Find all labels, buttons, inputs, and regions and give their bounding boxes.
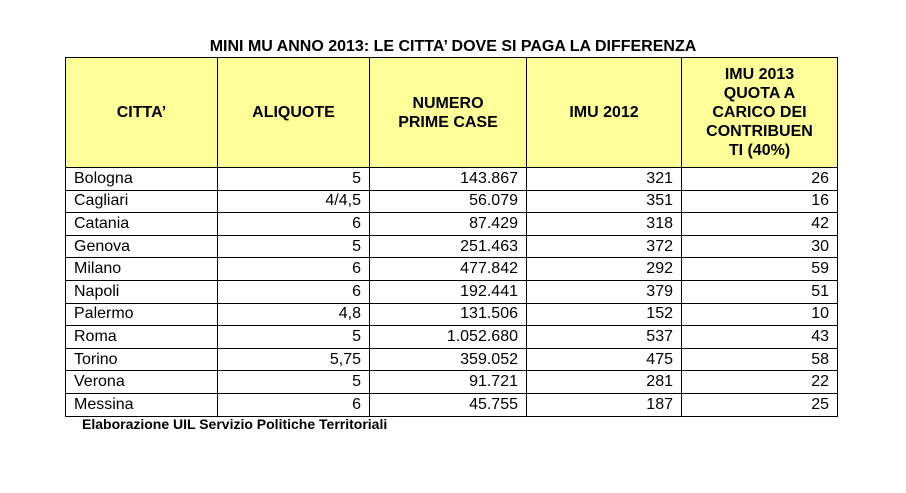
table-row <box>66 213 838 236</box>
source-note: Elaborazione UIL Servizio Politiche Territoriali <box>82 416 388 432</box>
table-row <box>66 393 838 416</box>
imu-2013-cell: 43 <box>682 326 838 349</box>
imu-2012-cell: 537 <box>527 326 682 349</box>
table-row <box>66 235 838 258</box>
rate-cell: 4/4,5 <box>218 190 370 213</box>
imu-2012-cell: 152 <box>527 303 682 326</box>
city-cell: Milano <box>66 258 218 281</box>
table-body <box>66 168 838 417</box>
imu-2012-cell: 372 <box>527 235 682 258</box>
rate-cell: 4,8 <box>218 303 370 326</box>
header-row <box>66 58 838 168</box>
first-homes-cell: 477.842 <box>370 258 527 281</box>
city-cell: Catania <box>66 213 218 236</box>
first-homes-cell: 192.441 <box>370 280 527 303</box>
city-cell: Genova <box>66 235 218 258</box>
imu-2012-cell: 281 <box>527 371 682 394</box>
imu-2012-cell: 318 <box>527 213 682 236</box>
rate-cell: 5 <box>218 168 370 191</box>
imu-table <box>65 57 838 417</box>
rate-cell: 5,75 <box>218 348 370 371</box>
header-first-homes: NUMERO PRIME CASE <box>370 58 527 168</box>
city-cell: Torino <box>66 348 218 371</box>
imu-2013-cell: 42 <box>682 213 838 236</box>
table-row <box>66 303 838 326</box>
imu-2012-cell: 187 <box>527 393 682 416</box>
first-homes-cell: 143.867 <box>370 168 527 191</box>
imu-2012-cell: 379 <box>527 280 682 303</box>
rate-cell: 5 <box>218 371 370 394</box>
table-row <box>66 258 838 281</box>
first-homes-cell: 359.052 <box>370 348 527 371</box>
imu-2013-cell: 25 <box>682 393 838 416</box>
rate-cell: 5 <box>218 235 370 258</box>
imu-2013-cell: 51 <box>682 280 838 303</box>
city-cell: Bologna <box>66 168 218 191</box>
imu-2013-cell: 58 <box>682 348 838 371</box>
table-row <box>66 371 838 394</box>
imu-2013-cell: 59 <box>682 258 838 281</box>
city-cell: Roma <box>66 326 218 349</box>
first-homes-cell: 56.079 <box>370 190 527 213</box>
table-row <box>66 348 838 371</box>
city-cell: Verona <box>66 371 218 394</box>
table-row <box>66 326 838 349</box>
imu-2012-cell: 475 <box>527 348 682 371</box>
rate-cell: 5 <box>218 326 370 349</box>
city-cell: Palermo <box>66 303 218 326</box>
imu-2013-cell: 22 <box>682 371 838 394</box>
rate-cell: 6 <box>218 213 370 236</box>
first-homes-cell: 91.721 <box>370 371 527 394</box>
table-row <box>66 190 838 213</box>
city-cell: Cagliari <box>66 190 218 213</box>
rate-cell: 6 <box>218 393 370 416</box>
table-title: MINI MU ANNO 2013: LE CITTA’ DOVE SI PAGA LA DIFFERENZA <box>209 38 697 55</box>
header-city: CITTA’ <box>66 58 218 168</box>
rate-cell: 6 <box>218 280 370 303</box>
first-homes-cell: 87.429 <box>370 213 527 236</box>
table-row <box>66 168 838 191</box>
first-homes-cell: 45.755 <box>370 393 527 416</box>
imu-2012-cell: 321 <box>527 168 682 191</box>
imu-2013-cell: 16 <box>682 190 838 213</box>
header-rates: ALIQUOTE <box>218 58 370 168</box>
rate-cell: 6 <box>218 258 370 281</box>
city-cell: Napoli <box>66 280 218 303</box>
imu-2013-cell: 30 <box>682 235 838 258</box>
first-homes-cell: 131.506 <box>370 303 527 326</box>
table-row <box>66 280 838 303</box>
imu-2012-cell: 351 <box>527 190 682 213</box>
first-homes-cell: 1.052.680 <box>370 326 527 349</box>
imu-2013-cell: 10 <box>682 303 838 326</box>
imu-2012-cell: 292 <box>527 258 682 281</box>
imu-2013-cell: 26 <box>682 168 838 191</box>
city-cell: Messina <box>66 393 218 416</box>
header-imu-2013-share: IMU 2013 QUOTA A CARICO DEI CONTRIBUEN TI (40%) <box>682 58 838 168</box>
first-homes-cell: 251.463 <box>370 235 527 258</box>
header-imu-2012: IMU 2012 <box>527 58 682 168</box>
